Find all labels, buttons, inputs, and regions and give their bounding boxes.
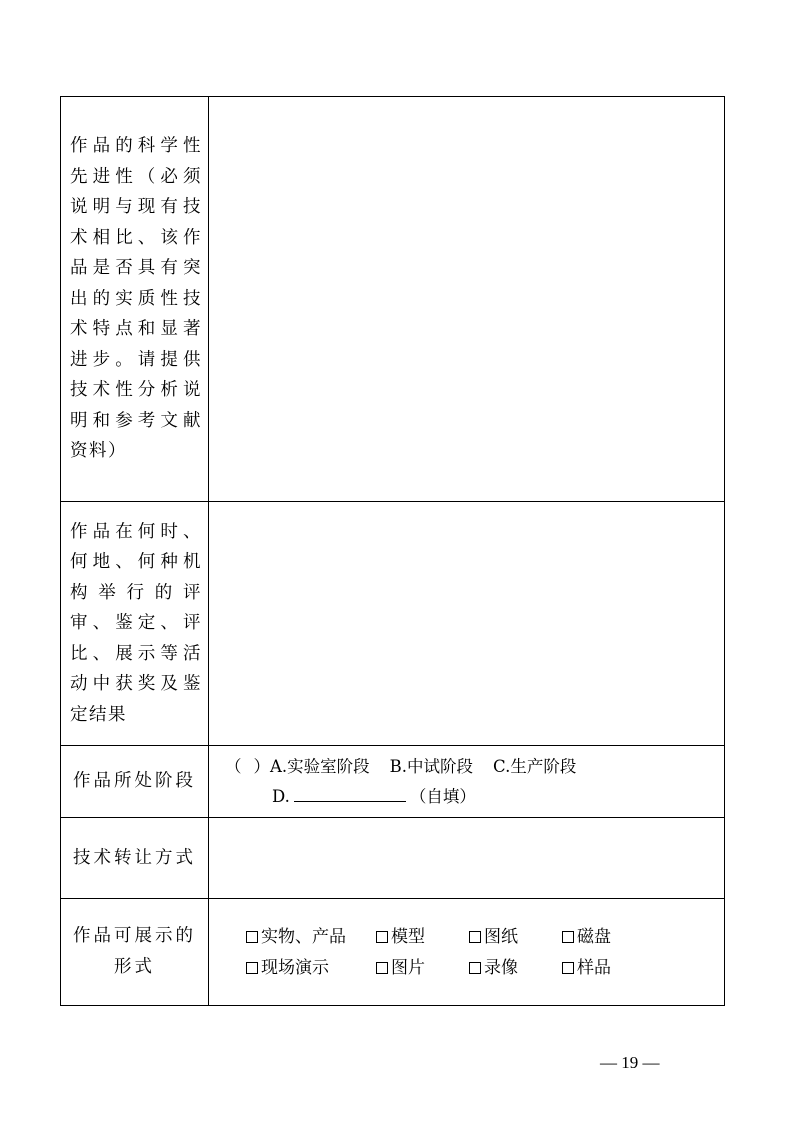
- row-label: 作品所处阶段: [73, 771, 196, 791]
- form-option-physical[interactable]: 实物、产品: [246, 926, 376, 948]
- content-cell-awards[interactable]: [209, 502, 725, 746]
- label-cell: [61, 899, 209, 1006]
- checkbox-icon[interactable]: [562, 962, 574, 974]
- row-awards: [61, 502, 725, 746]
- row-scientific-advancement: [61, 97, 725, 502]
- form-option-video[interactable]: 录像: [469, 957, 562, 979]
- row-label: 作品可展示的 形式: [73, 926, 196, 977]
- row-label: 技术转让方式: [73, 847, 196, 868]
- content-cell-tech-transfer[interactable]: [209, 818, 725, 899]
- row-label: 作品的科学性先进性（必须说明与现有技术相比、该作品是否具有突出的实质性技术特点和显著进步。请提供技术性分析说明和参考文献资料）: [70, 136, 202, 462]
- form-option-picture[interactable]: 图片: [376, 957, 469, 979]
- form-option-live-demo[interactable]: 现场演示: [246, 957, 376, 979]
- stage-line-2: [209, 782, 724, 812]
- checkbox-icon[interactable]: [469, 962, 481, 974]
- stage-paren-open: （: [225, 756, 242, 776]
- label-cell: [61, 818, 209, 899]
- stage-self-fill: （自填）: [409, 786, 476, 806]
- label-cell: [61, 97, 209, 502]
- display-forms-grid: [209, 926, 724, 979]
- form-option-sample[interactable]: 样品: [562, 957, 652, 979]
- stage-paren-close: ）: [253, 756, 270, 776]
- page-number: — 19 —: [600, 1053, 660, 1072]
- stage-option-c[interactable]: C.生产阶段: [493, 756, 577, 776]
- display-forms-cell: [209, 899, 725, 1006]
- row-label: 作品在何时、何地、何种机构举行的评审、鉴定、评比、展示等活动中获奖及鉴定结果: [70, 521, 202, 725]
- application-form-table: [60, 96, 725, 1006]
- checkbox-icon[interactable]: [376, 931, 388, 943]
- checkbox-icon[interactable]: [562, 931, 574, 943]
- checkbox-icon[interactable]: [246, 931, 258, 943]
- checkbox-icon[interactable]: [376, 962, 388, 974]
- checkbox-icon[interactable]: [246, 962, 258, 974]
- stage-option-a[interactable]: A.实验室阶段: [270, 756, 370, 776]
- checkbox-icon[interactable]: [469, 931, 481, 943]
- row-stage: [61, 746, 725, 818]
- content-cell-scientific-advancement[interactable]: [209, 97, 725, 502]
- stage-fill-blank[interactable]: [294, 783, 406, 802]
- stage-options-cell: [209, 746, 725, 818]
- stage-option-d: D.: [272, 786, 290, 806]
- stage-line-1: [209, 752, 724, 782]
- row-tech-transfer: [61, 818, 725, 899]
- row-display-forms: [61, 899, 725, 1006]
- label-cell: [61, 502, 209, 746]
- form-option-drawing[interactable]: 图纸: [469, 926, 562, 948]
- stage-option-b[interactable]: B.中试阶段: [389, 756, 474, 776]
- label-cell: [61, 746, 209, 818]
- form-option-model[interactable]: 模型: [376, 926, 469, 948]
- form-option-disk[interactable]: 磁盘: [562, 926, 652, 948]
